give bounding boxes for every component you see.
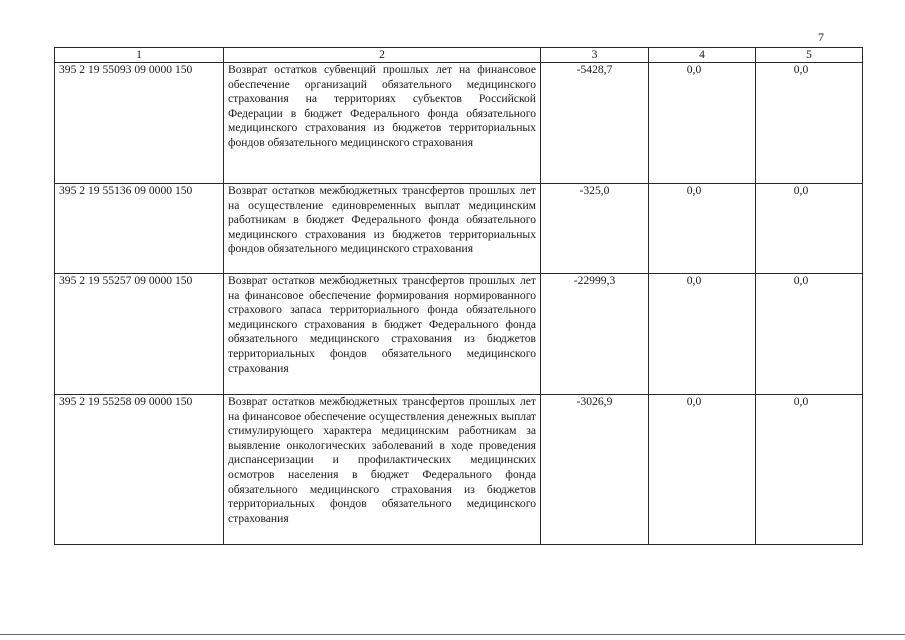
budget-table: [54, 47, 863, 545]
amount-cell: 0,0: [756, 184, 863, 274]
header-row: [55, 48, 863, 63]
amount-cell: 0,0: [649, 395, 756, 545]
table-row: [55, 274, 863, 395]
page-number: 7: [818, 30, 824, 44]
column-header: 4: [649, 48, 756, 63]
description-cell: Возврат остатков межбюджетных трансфертов прошлых лет на осуществление единовременных выплат медицинским работникам в бюджет Федерального фонда обязательного медицинского страхования из бюджетов территориальных фондов обязательного медицинского страхования: [224, 184, 541, 274]
table-row: [55, 63, 863, 184]
budget-code-cell: 395 2 19 55136 09 0000 150: [55, 184, 224, 274]
column-header: 5: [756, 48, 863, 63]
description-cell: Возврат остатков субвенций прошлых лет на финансовое обеспечение организаций обязательного медицинского страхования на территориях субъектов Российской Федерации в бюджет Федерального фонда обязательного медицинского страхования из бюджетов территориальных фондов обязательного медицинского страхования: [224, 63, 541, 184]
amount-cell: -3026,9: [541, 395, 649, 545]
budget-code-cell: 395 2 19 55258 09 0000 150: [55, 395, 224, 545]
description-cell: Возврат остатков межбюджетных трансфертов прошлых лет на финансовое обеспечение осуществления денежных выплат стимулирующего характера медицинским работникам за выявление онкологических заболеваний в ходе проведения диспансеризации и профилактических медицинских осмотров населения в бюджет Федерального фонда обязательного медицинского страхования из бюджетов территориальных фондов обязательного медицинского страхования: [224, 395, 541, 545]
column-header: 3: [541, 48, 649, 63]
column-header: 2: [224, 48, 541, 63]
scan-bottom-edge: [0, 634, 905, 635]
budget-code-cell: 395 2 19 55093 09 0000 150: [55, 63, 224, 184]
table-row: [55, 395, 863, 545]
budget-code-cell: 395 2 19 55257 09 0000 150: [55, 274, 224, 395]
amount-cell: -325,0: [541, 184, 649, 274]
amount-cell: 0,0: [756, 395, 863, 545]
amount-cell: -5428,7: [541, 63, 649, 184]
table-body: [55, 63, 863, 545]
amount-cell: 0,0: [649, 184, 756, 274]
amount-cell: 0,0: [756, 63, 863, 184]
amount-cell: 0,0: [649, 63, 756, 184]
description-cell: Возврат остатков межбюджетных трансфертов прошлых лет на финансовое обеспечение формирования нормированного страхового запаса территориального фонда обязательного медицинского страхования в бюджет Федерального фонда обязательного медицинского страхования из бюджетов территориальных фондов обязательного медицинского страхования: [224, 274, 541, 395]
amount-cell: 0,0: [649, 274, 756, 395]
amount-cell: -22999,3: [541, 274, 649, 395]
table-row: [55, 184, 863, 274]
amount-cell: 0,0: [756, 274, 863, 395]
table-header: [55, 48, 863, 63]
column-header: 1: [55, 48, 224, 63]
